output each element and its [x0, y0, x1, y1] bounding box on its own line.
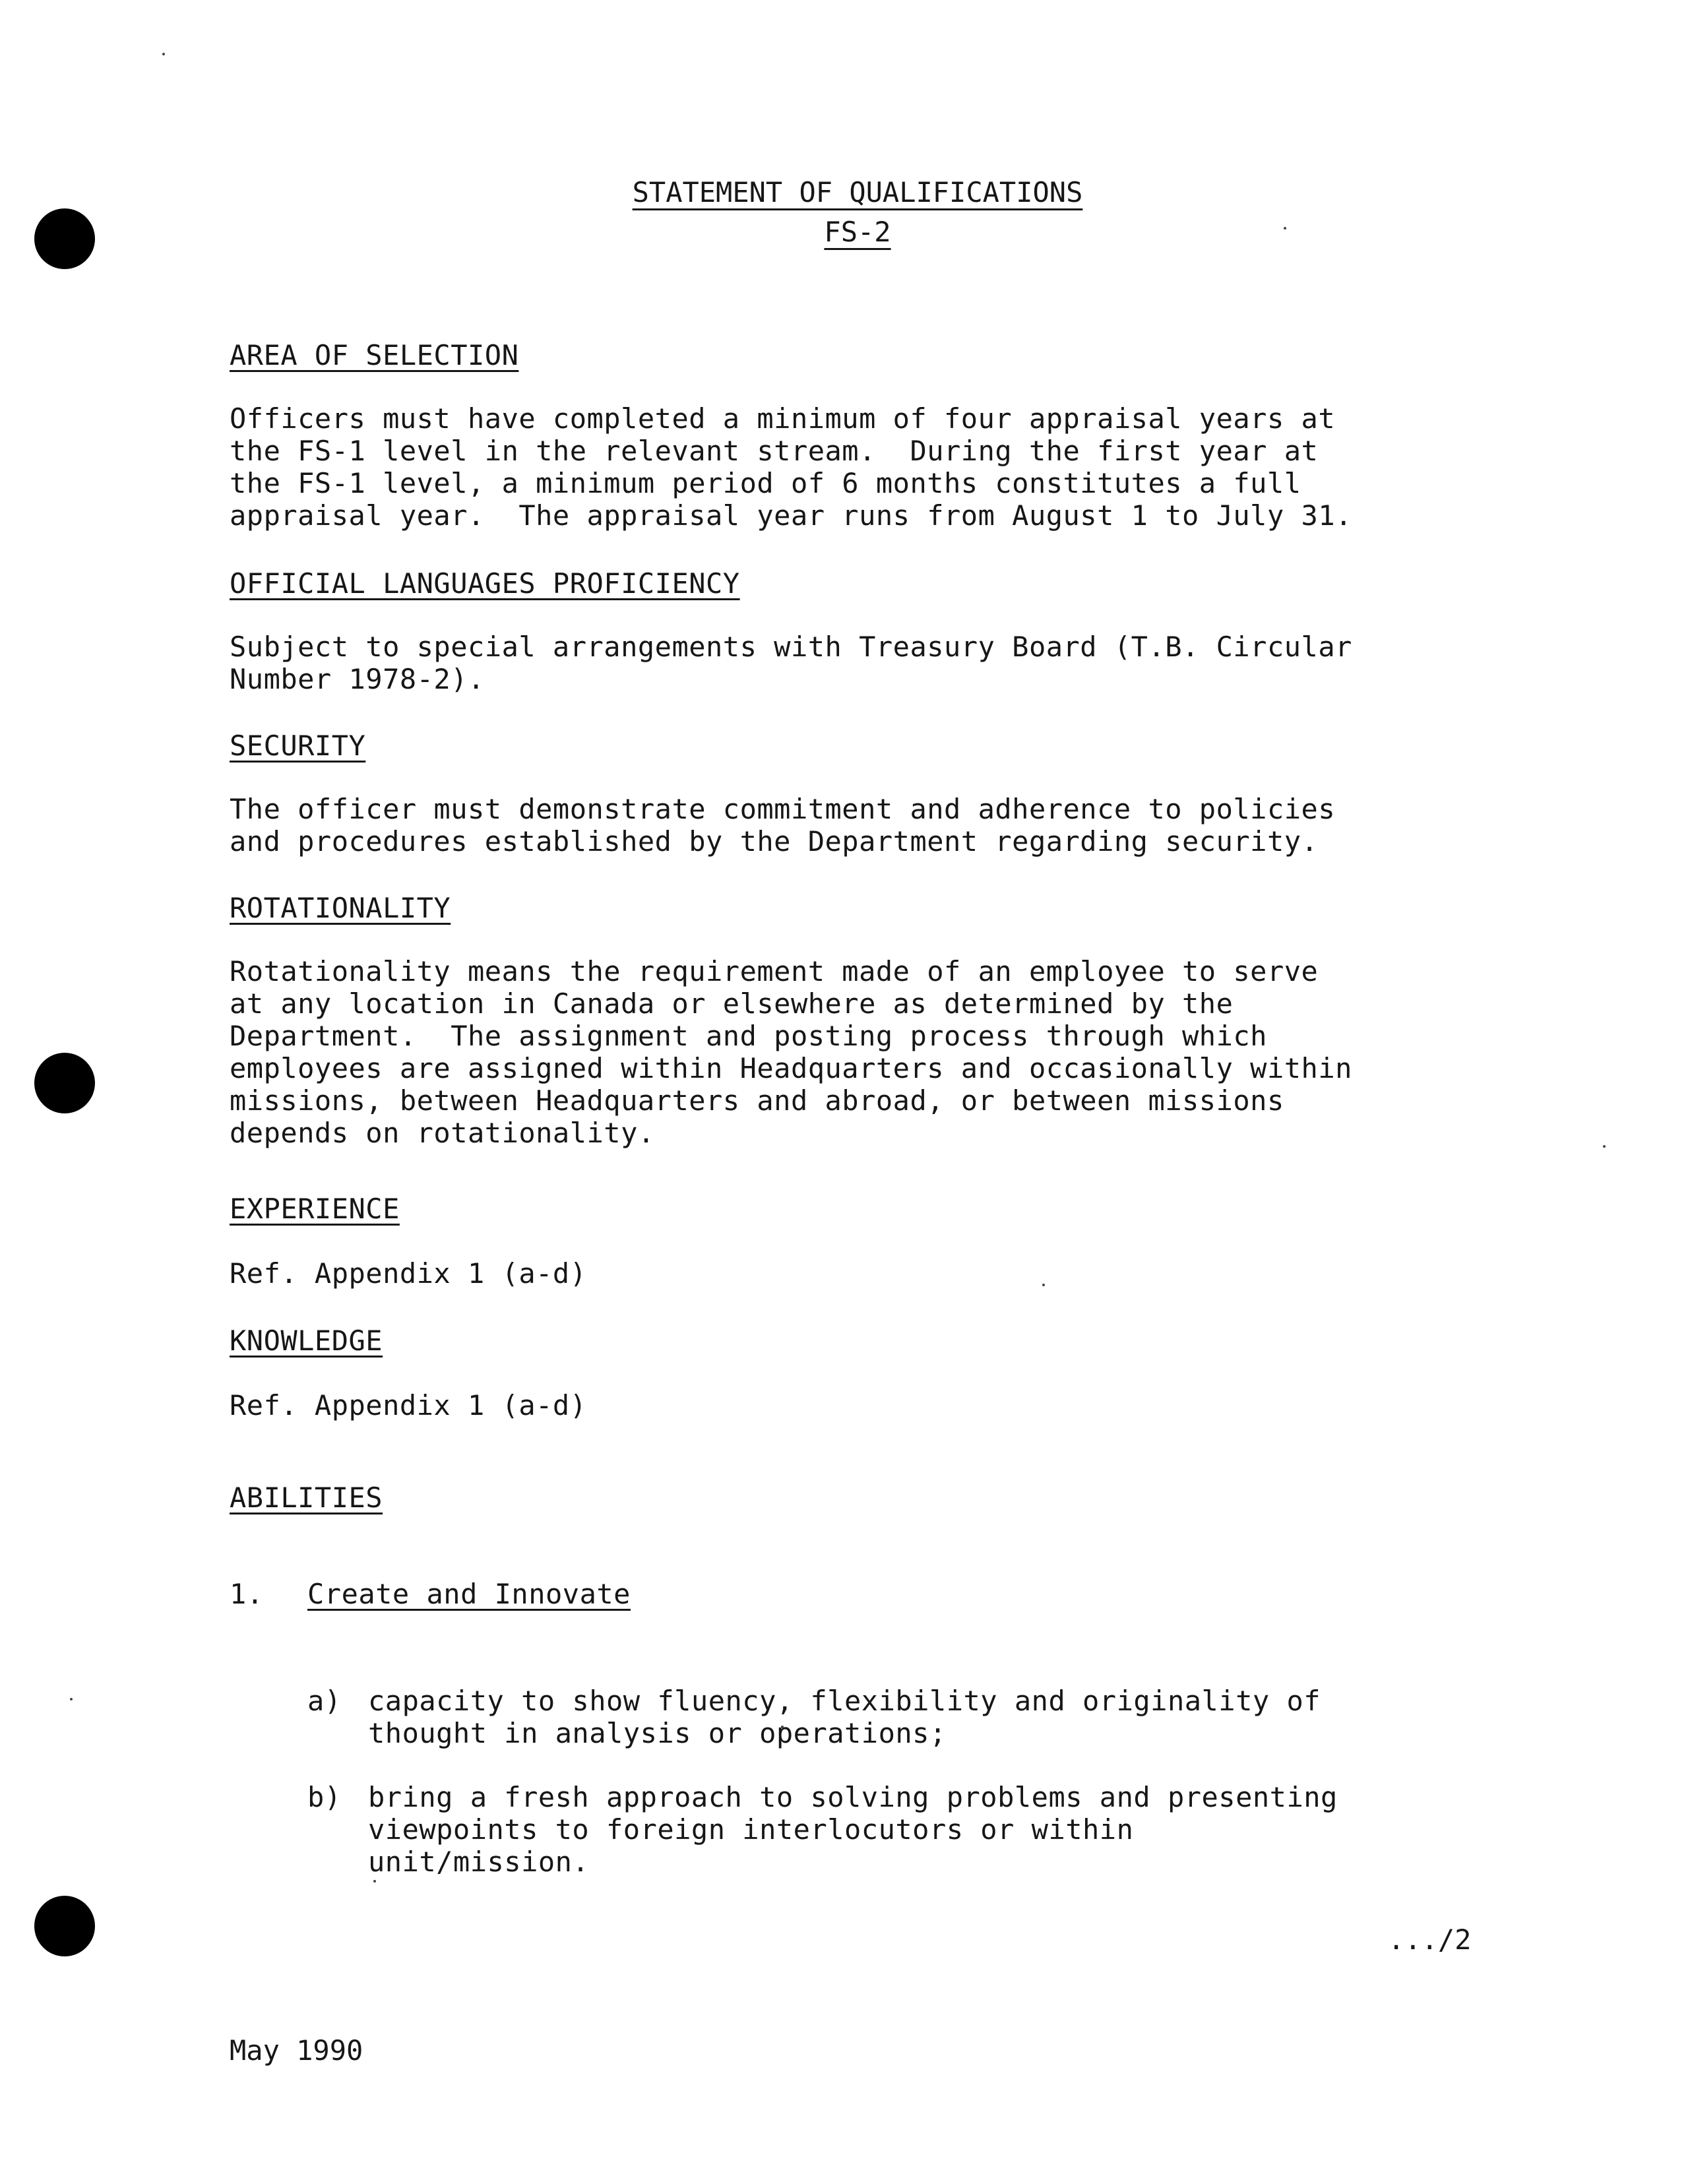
section-body: Ref. Appendix 1 (a-d)	[230, 1257, 587, 1290]
ability-item-marker: a)	[307, 1685, 342, 1717]
section-area-of-selection	[230, 339, 518, 371]
punch-hole-top	[34, 208, 95, 269]
ability-label: Create and Innovate	[307, 1578, 631, 1610]
ability-number: 1.	[230, 1578, 264, 1610]
section-heading: AREA OF SELECTION	[230, 339, 519, 371]
scan-speck	[162, 53, 165, 55]
section-security	[230, 730, 365, 762]
section-rotationality	[230, 892, 451, 924]
ability-item-text: bring a fresh approach to solving problems and presenting viewpoints to foreign interlocutors or within unit/mission.	[368, 1781, 1338, 1878]
ability-item-text: capacity to show fluency, flexibility and originality of thought in analysis or operations;	[368, 1685, 1321, 1749]
document-date: May 1990	[230, 2034, 363, 2067]
section-heading: ROTATIONALITY	[230, 892, 451, 924]
ability-group-title	[230, 1578, 631, 1610]
scan-speck	[1042, 1284, 1045, 1286]
section-body: Subject to special arrangements with Treasury Board (T.B. Circular Number 1978-2).	[230, 631, 1352, 695]
ability-item	[307, 1781, 1508, 1878]
section-body: Rotationality means the requirement made of an employee to serve at any location in Canada or elsewhere as determined by the Department. The assignment and posting process through which employees are assigned within Headquarters and occasionally within missions, between Headquarters and abroad, or between missions depends on rotationality.	[230, 955, 1352, 1149]
document-title: STATEMENT OF QUALIFICATIONS	[632, 176, 1083, 208]
section-knowledge-body	[230, 1389, 587, 1421]
section-body: Ref. Appendix 1 (a-d)	[230, 1389, 587, 1421]
ability-item	[307, 1685, 1508, 1749]
section-experience	[230, 1193, 400, 1225]
section-heading: EXPERIENCE	[230, 1193, 400, 1225]
section-body: The officer must demonstrate commitment and adherence to policies and procedures established by the Department regarding security.	[230, 793, 1336, 858]
section-experience-body	[230, 1257, 587, 1290]
section-knowledge	[230, 1325, 383, 1357]
section-rotationality-body	[230, 955, 1352, 1149]
section-heading: SECURITY	[230, 730, 366, 762]
section-body: Officers must have completed a minimum of four appraisal years at the FS-1 level in the relevant stream. During the first year at the FS-1 level, a minimum period of 6 months constitutes a full appraisal year. The appraisal year runs from August 1 to July 31.	[230, 402, 1352, 532]
continuation-marker: .../2	[1388, 1923, 1472, 1956]
document-title-block	[567, 173, 1148, 252]
section-official-languages	[230, 567, 740, 600]
section-abilities	[230, 1482, 383, 1514]
scan-speck	[1284, 227, 1286, 230]
punch-hole-middle	[34, 1053, 95, 1113]
scan-speck	[70, 1698, 73, 1700]
section-official-languages-body	[230, 631, 1352, 695]
section-heading: OFFICIAL LANGUAGES PROFICIENCY	[230, 567, 740, 600]
section-security-body	[230, 793, 1335, 858]
section-heading: ABILITIES	[230, 1482, 383, 1514]
document-subtitle: FS-2	[824, 216, 891, 248]
scan-speck	[1603, 1145, 1606, 1148]
punch-hole-bottom	[34, 1896, 95, 1956]
scan-speck	[373, 1880, 376, 1883]
section-heading: KNOWLEDGE	[230, 1325, 383, 1357]
section-area-of-selection-body	[230, 402, 1352, 532]
ability-item-marker: b)	[307, 1781, 342, 1813]
